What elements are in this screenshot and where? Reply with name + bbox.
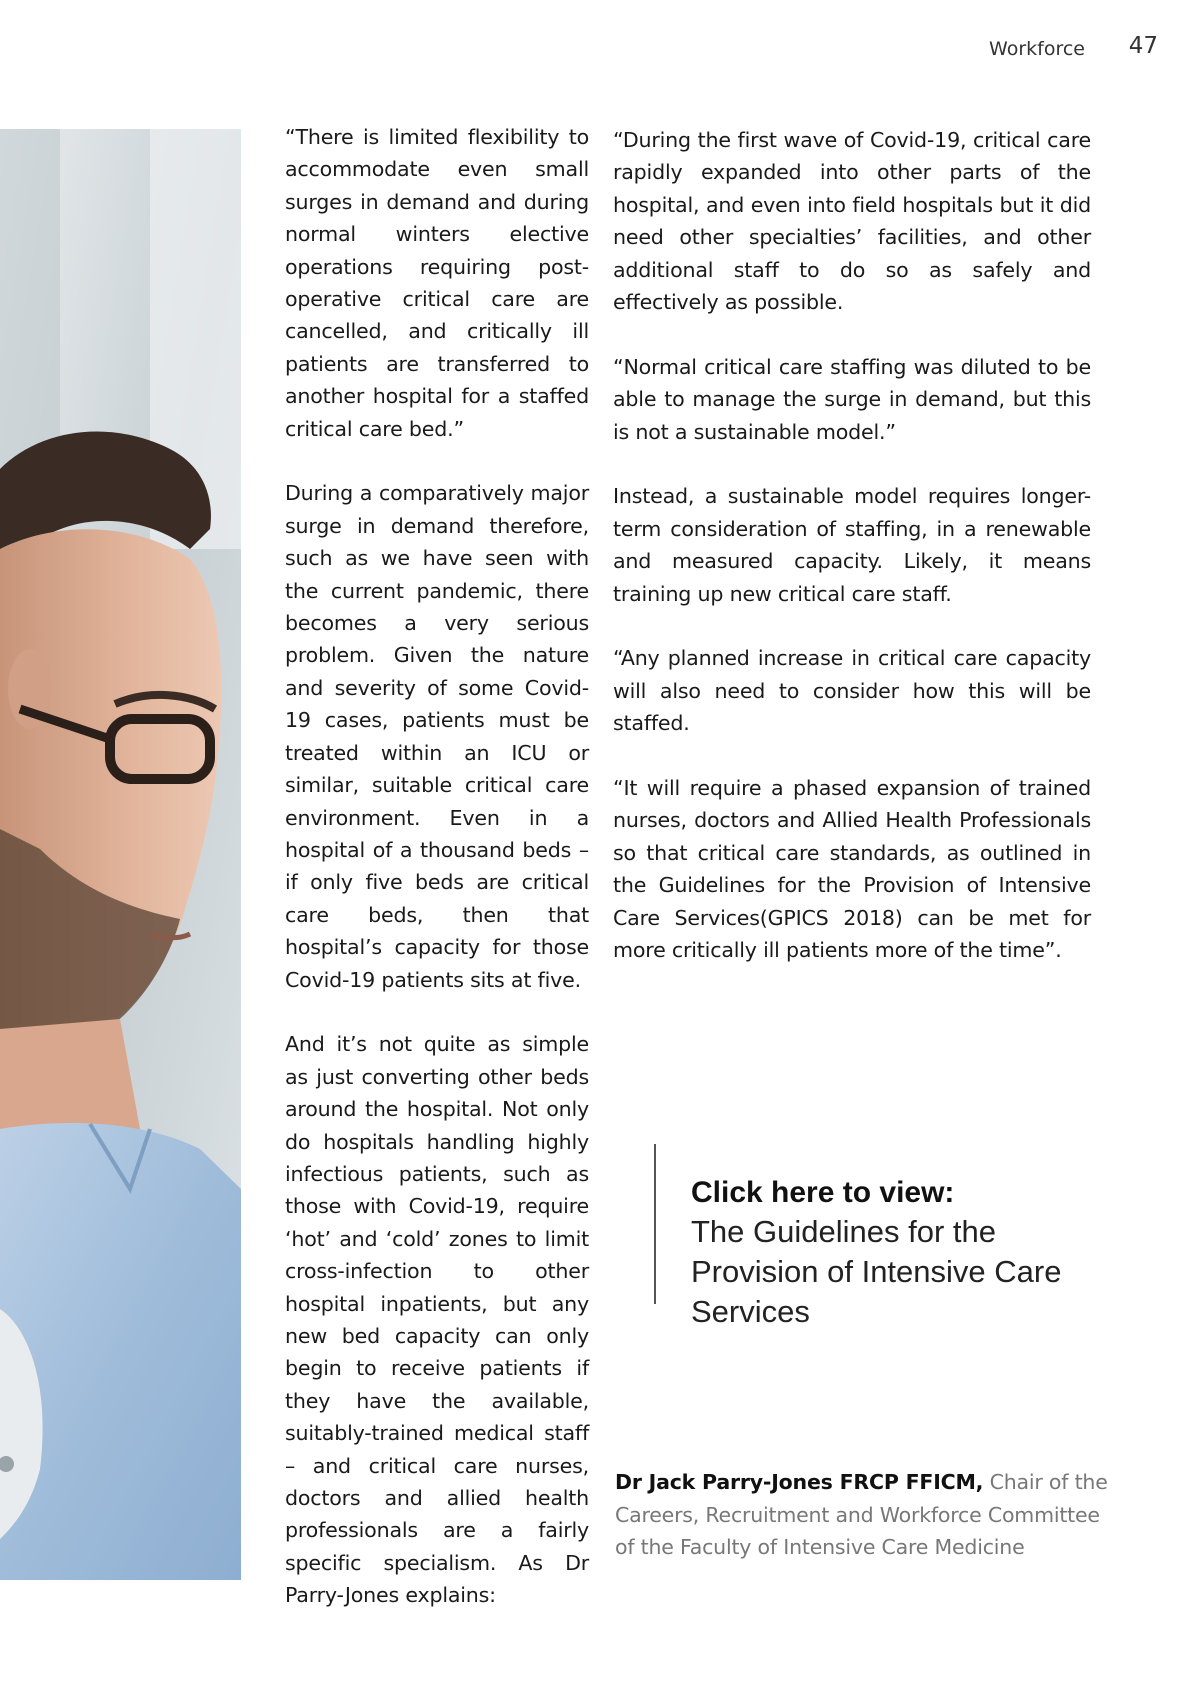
paragraph: “There is limited flexibility to accommodate even small surges in demand and during normal winters elective operations requiring post-operative critical care are cancelled, and critically ill patients are transferred to another hospital for a staffed critical care bed.” [285,125,589,441]
page-number: 47 [1128,33,1158,59]
paragraph: “Any planned increase in critical care capacity will also need to consider how this will be staffed. [613,646,1091,736]
paragraph: During a comparatively major surge in demand therefore, such as we have seen with the current pandemic, there becomes a very serious problem. Given the nature and severity of some Covid-19 cases, patients must be treated within an ICU or similar, suitable critical care environment. Even in a hospital of a thousand beds – if only five beds are critical care beds, then that hospital’s capacity for those Covid-19 patients sits at five. [285,481,589,992]
paragraph: “It will require a phased expansion of trained nurses, doctors and Allied Health Professionals so that critical care standards, as outlined in the Guidelines for the Provision of Intensive Care Services(GPICS 2018) can be met for more critically ill patients more of the time”. [613,776,1091,963]
right-text-column [613,124,1091,999]
left-text-column [285,121,589,1644]
paragraph: “During the first wave of Covid-19, critical care rapidly expanded into other parts of the hospital, and even into field hospitals but it did need other specialties’ facilities, and other additional staff to do so as safely and effectively as possible. [613,128,1091,315]
page-header [0,30,1200,70]
paragraph: Instead, a sustainable model requires longer-term consideration of staffing, in a renewable and measured capacity. Likely, it means training up new critical care staff. [613,484,1091,606]
attribution [615,1466,1120,1564]
attribution-name: Dr Jack Parry-Jones FRCP FFICM, [615,1470,984,1494]
section-label: Workforce [989,38,1085,60]
guidelines-callout[interactable] [654,1144,1151,1329]
paragraph: And it’s not quite as simple as just converting other beds around the hospital. Not only do hospitals handling highly infectious patients, such as those with Covid-19, require ‘hot’ and ‘cold’ zones to limit cross-infection to other hospital inpatients, but any new bed capacity can only begin to receive patients if they have the available, suitably-trained medical staff – and critical care nurses, doctors and allied health professionals are a fairly specific specialism. As Dr Parry-Jones explains: [285,1032,589,1608]
attribution-role: Chair of the Careers, Recruitment and Workforce Committee of the Faculty of Intensive Care Medicine [615,1470,1108,1559]
guidelines-link[interactable]: The Guidelines for the Provision of Intensive Care Services [691,1214,1062,1329]
doctor-photo [0,129,241,1580]
paragraph: “Normal critical care staffing was diluted to be able to manage the surge in demand, but this is not a sustainable model.” [613,354,1091,444]
callout-heading[interactable]: Click here to view: [691,1176,955,1209]
